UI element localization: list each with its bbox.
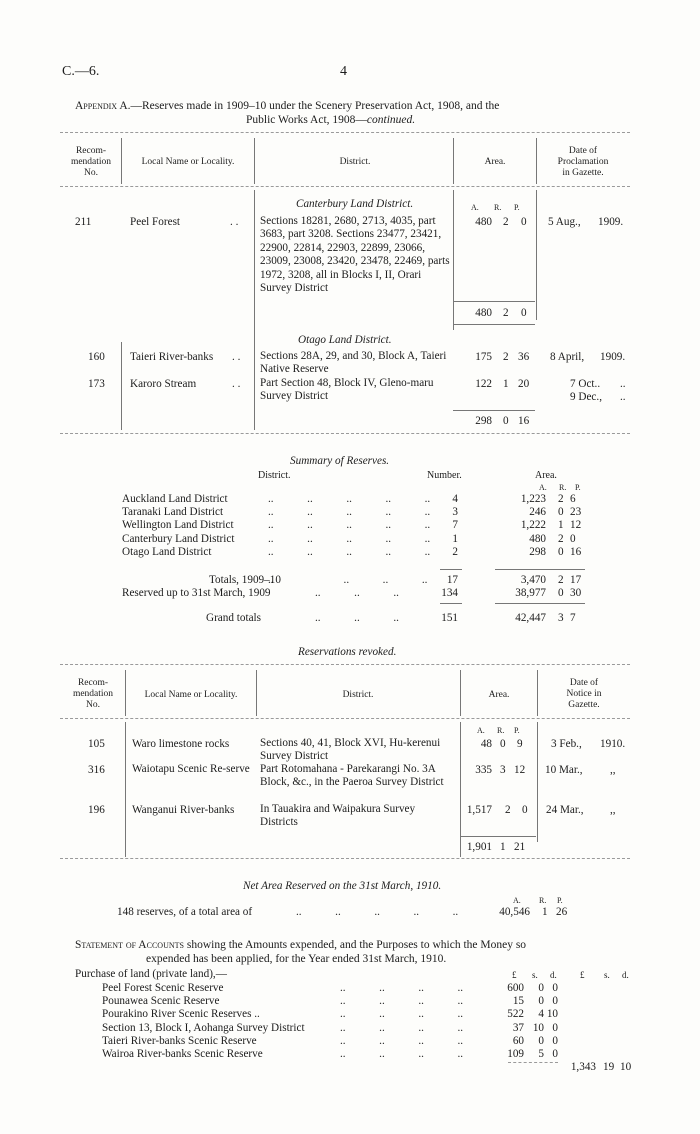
appendix-line2: Public Works Act, 1908— bbox=[246, 114, 367, 126]
summary-district: Wellington Land District bbox=[122, 519, 234, 532]
area-acres: 122 bbox=[475, 378, 492, 390]
arp-r: R. bbox=[497, 726, 505, 735]
summary-perches: 6 bbox=[570, 493, 576, 505]
proclamation-year-2: .. bbox=[620, 391, 626, 403]
area-acres: 48 bbox=[480, 738, 492, 750]
statement-title bbox=[75, 939, 526, 951]
statement-total-pence: 10 bbox=[620, 1061, 632, 1073]
amount-shillings: 10 bbox=[532, 1021, 544, 1034]
area-perches: 12 bbox=[514, 764, 526, 776]
revoked-total-roods: 1 bbox=[500, 841, 506, 853]
subtotal-rule bbox=[453, 410, 535, 411]
grand-roods: 3 bbox=[558, 612, 564, 624]
area-roods: 2 bbox=[503, 351, 509, 363]
summary-perches: 16 bbox=[570, 545, 582, 558]
summary-acres: 246 bbox=[529, 506, 546, 519]
rec-no: 105 bbox=[88, 738, 105, 750]
subtotal-rule bbox=[460, 836, 536, 837]
col-divider bbox=[537, 722, 538, 842]
leader-dots: .. .. .. .. .. bbox=[268, 493, 431, 505]
totals-perches: 17 bbox=[570, 574, 582, 586]
proclamation-year: 1909. bbox=[598, 216, 624, 228]
area-acres: 480 bbox=[475, 216, 492, 228]
summary-roods: 1 bbox=[558, 519, 564, 532]
arp-p: P. bbox=[514, 203, 520, 212]
amount-shillings: 4 bbox=[538, 1008, 544, 1021]
subtotal-rule bbox=[453, 301, 535, 302]
district-text: Part Rotomahana - Parekarangi No. 3A Block, &c., in the Paeroa Survey District bbox=[260, 763, 444, 789]
summary-acres: 298 bbox=[529, 545, 546, 558]
col-header-district: District. bbox=[339, 157, 371, 167]
leader-dots: . . bbox=[230, 216, 239, 228]
leader-dots: .. .. .. .. .. bbox=[296, 906, 459, 918]
area-perches: 0 bbox=[522, 804, 528, 816]
area-acres: 335 bbox=[475, 764, 492, 776]
area-acres: 1,517 bbox=[466, 804, 492, 816]
account-label: Section 13, Block I, Aohanga Survey District bbox=[102, 1021, 305, 1034]
statement-title-line2: expended has been applied, for the Year ended 31st March, 1910. bbox=[146, 953, 447, 965]
reserved-acres: 38,977 bbox=[515, 587, 546, 599]
col-divider bbox=[254, 190, 255, 430]
subtotal-roods: 2 bbox=[503, 307, 509, 319]
summary-district: Otago Land District bbox=[122, 545, 212, 558]
col-header-area: Area. bbox=[484, 157, 506, 167]
locality: Taieri River-banks bbox=[130, 351, 214, 363]
arp-p: P. bbox=[514, 726, 520, 735]
summary-number: 2 bbox=[452, 545, 458, 558]
subtotal-roods: 0 bbox=[503, 415, 509, 427]
amount-pounds: 37 bbox=[512, 1021, 524, 1034]
locality: Waro limestone rocks bbox=[132, 738, 230, 750]
leader-dots: .. .. .. .. bbox=[340, 1021, 464, 1034]
total-rule bbox=[495, 603, 585, 604]
rule bbox=[60, 718, 630, 719]
net-area-title: Net Area Reserved on the 31st March, 1910. bbox=[243, 880, 442, 892]
total-rule bbox=[495, 569, 585, 570]
statement-lead: Statement of Accounts bbox=[75, 939, 184, 951]
totals-label: Totals, 1909–10 bbox=[209, 574, 281, 586]
area-perches: 0 bbox=[521, 216, 527, 228]
grand-number: 151 bbox=[441, 612, 458, 624]
money-col-shillings: s. bbox=[532, 970, 538, 980]
district-text: Part Section 48, Block IV, Gleno-maru Survey District bbox=[260, 377, 434, 403]
area-perches: 20 bbox=[518, 378, 530, 390]
proclamation-date: 7 Oct.. bbox=[570, 378, 601, 390]
grand-perches: 7 bbox=[570, 612, 576, 624]
summary-district: Taranaki Land District bbox=[122, 506, 224, 519]
net-perches: 26 bbox=[556, 906, 568, 918]
proclamation-date: 8 April, bbox=[550, 351, 585, 363]
account-label: Wairoa River-banks Scenic Reserve bbox=[102, 1048, 263, 1060]
amount-pence: 10 bbox=[546, 1008, 558, 1021]
subtotal-perches: 0 bbox=[521, 307, 527, 319]
summary-roods: 2 bbox=[558, 493, 564, 505]
summary-acres: 1,223 bbox=[520, 493, 546, 505]
appendix-title bbox=[75, 100, 499, 112]
amount-pence: 0 bbox=[552, 982, 558, 994]
rule bbox=[60, 664, 630, 665]
area-roods: 0 bbox=[500, 738, 506, 750]
notice-date: 24 Mar., bbox=[546, 804, 584, 816]
amount-pence: 0 bbox=[552, 1034, 558, 1047]
rule bbox=[60, 132, 630, 133]
summary-number: 3 bbox=[452, 506, 458, 519]
arp-r: R. bbox=[559, 483, 567, 492]
summary-perches: 23 bbox=[570, 506, 582, 519]
amount-pounds: 15 bbox=[512, 995, 524, 1008]
amount-shillings: 0 bbox=[538, 995, 544, 1008]
notice-year: 1910. bbox=[600, 738, 626, 750]
summary-roods: 0 bbox=[558, 545, 564, 558]
summary-number: 4 bbox=[452, 493, 458, 505]
col-divider bbox=[121, 342, 122, 430]
arp-a: A. bbox=[471, 203, 479, 212]
rule bbox=[60, 858, 630, 859]
proclamation-date-2: 9 Dec., bbox=[570, 391, 602, 403]
statement-rest: showing the Amounts expended, and the Purposes to which the Money so bbox=[186, 939, 527, 951]
col-divider bbox=[125, 670, 126, 716]
col-divider bbox=[121, 138, 122, 184]
rec-no: 196 bbox=[88, 804, 105, 816]
leader-dots: . . bbox=[232, 351, 241, 363]
totals-number: 17 bbox=[446, 574, 458, 586]
col-divider bbox=[536, 190, 537, 320]
rec-no: 160 bbox=[88, 351, 105, 363]
locality: Waiotapu Scenic Re-serve bbox=[132, 763, 250, 775]
summary-district: Auckland Land District bbox=[122, 493, 228, 505]
summary-col-area: Area. bbox=[535, 470, 557, 481]
area-roods: 1 bbox=[503, 378, 509, 390]
rule bbox=[60, 186, 630, 187]
totals-roods: 2 bbox=[558, 574, 564, 586]
district-text: Sections 18281, 2680, 2713, 4035, part 3683, part 3208. Sections 23477, 23421, 22900, 22814, 22903, 22899, 23066, 23009, 23008, 23420, 23478, 22469, parts 1972, 3208, all in Blocks I, II, Orari Survey District bbox=[260, 215, 450, 295]
appendix-rest: —Reserves made in 1909–10 under the Scenery Preservation Act, 1908, and the bbox=[130, 100, 500, 112]
proclamation-date: 5 Aug., bbox=[548, 216, 581, 228]
area-roods: 2 bbox=[505, 804, 511, 816]
arp-r: R. bbox=[539, 896, 547, 905]
reserved-number: 134 bbox=[441, 587, 458, 599]
col-divider bbox=[256, 670, 257, 716]
area-perches: 9 bbox=[517, 738, 523, 750]
col-divider bbox=[453, 138, 454, 184]
arp-a: A. bbox=[539, 483, 547, 492]
money-col-pence-2: d. bbox=[622, 970, 629, 980]
money-col-shillings-2: s. bbox=[604, 970, 610, 980]
notice-year: ,, bbox=[610, 804, 616, 816]
statement-total-pounds: 1,343 bbox=[570, 1061, 596, 1073]
amount-pounds: 522 bbox=[507, 1008, 524, 1021]
col-divider bbox=[125, 722, 126, 857]
account-label: Pounawea Scenic Reserve bbox=[102, 995, 220, 1008]
arp-r: R. bbox=[494, 203, 502, 212]
locality: Wanganui River-banks bbox=[132, 804, 235, 816]
reserved-roods: 0 bbox=[558, 587, 564, 599]
account-label: Taieri River-banks Scenic Reserve bbox=[102, 1034, 257, 1047]
rec-no: 173 bbox=[88, 378, 105, 390]
amount-pence: 0 bbox=[552, 1021, 558, 1034]
money-col-pounds-2: £ bbox=[580, 970, 585, 980]
locality: Karoro Stream bbox=[130, 378, 197, 390]
arp-p: P. bbox=[575, 483, 581, 492]
section-title-otago: Otago Land District. bbox=[298, 334, 392, 346]
revoked-title: Reservations revoked. bbox=[298, 646, 397, 658]
net-roods: 1 bbox=[542, 906, 548, 918]
leader-dots: .. .. .. .. bbox=[340, 995, 464, 1008]
leader-dots: .. .. .. bbox=[315, 612, 399, 624]
account-label: Pourakino River Scenic Reserves .. bbox=[102, 1008, 260, 1021]
summary-roods: 0 bbox=[558, 506, 564, 519]
appendix-title-line2 bbox=[246, 114, 415, 126]
net-area-text: 148 reserves, of a total area of bbox=[117, 906, 253, 918]
area-roods: 2 bbox=[503, 216, 509, 228]
revoked-total-perches: 21 bbox=[514, 841, 526, 853]
summary-col-number: Number. bbox=[427, 470, 462, 481]
leader-dots: .. .. .. .. bbox=[340, 1048, 464, 1060]
area-roods: 3 bbox=[500, 764, 506, 776]
summary-perches: 12 bbox=[570, 519, 582, 532]
arp-p: P. bbox=[557, 896, 563, 905]
rec-no: 211 bbox=[75, 216, 92, 228]
arp-a: A. bbox=[513, 896, 521, 905]
leader-dots: .. .. .. bbox=[315, 587, 399, 599]
reserved-perches: 30 bbox=[570, 587, 582, 599]
amount-pence: 0 bbox=[552, 995, 558, 1008]
money-col-pounds: £ bbox=[512, 970, 517, 980]
leader-dots: .. .. .. .. .. bbox=[268, 506, 431, 519]
district-text: Sections 40, 41, Block XVI, Hu-kerenui Survey District bbox=[260, 737, 441, 763]
col-header-date: Date of Notice in Gazette. bbox=[566, 678, 602, 710]
area-perches: 36 bbox=[518, 351, 530, 363]
total-rule bbox=[440, 603, 462, 604]
locality: Peel Forest bbox=[130, 216, 181, 228]
appendix-continued: continued. bbox=[366, 114, 416, 126]
summary-title: Summary of Reserves. bbox=[290, 455, 390, 467]
leader-dots: .. .. .. .. .. bbox=[268, 545, 431, 558]
summary-number: 7 bbox=[452, 519, 458, 532]
grand-acres: 42,447 bbox=[515, 612, 546, 624]
rule bbox=[60, 433, 630, 434]
col-divider bbox=[460, 670, 461, 716]
col-header-rec: Recom- mendation No. bbox=[72, 678, 114, 710]
subtotal-rule bbox=[453, 324, 535, 325]
col-divider bbox=[254, 138, 255, 184]
page-number: 4 bbox=[340, 64, 347, 79]
leader-dots: .. .. .. .. bbox=[268, 574, 428, 586]
appendix-lead: Appendix A. bbox=[75, 100, 131, 112]
subtotal-acres: 298 bbox=[475, 415, 492, 427]
area-acres: 175 bbox=[475, 351, 492, 363]
money-col-pence: d. bbox=[550, 970, 557, 980]
account-label: Peel Forest Scenic Reserve bbox=[102, 982, 224, 994]
notice-date: 10 Mar., bbox=[545, 764, 583, 776]
leader-dots: . . bbox=[232, 378, 241, 390]
col-divider bbox=[536, 138, 537, 184]
leader-dots: .. .. .. .. bbox=[340, 1034, 464, 1047]
amount-pounds: 109 bbox=[507, 1048, 524, 1060]
amount-shillings: 0 bbox=[538, 982, 544, 994]
page-reference: C.—6. bbox=[62, 64, 100, 79]
leader-dots: .. .. .. .. bbox=[340, 982, 464, 994]
summary-roods: 2 bbox=[558, 532, 564, 545]
district-text: Sections 28A, 29, and 30, Block A, Taieri Native Reserve bbox=[260, 350, 447, 376]
leader-dots: .. .. .. .. .. bbox=[268, 519, 431, 532]
col-header-name: Local Name or Locality. bbox=[141, 157, 235, 167]
col-divider bbox=[537, 670, 538, 716]
summary-district: Canterbury Land District bbox=[122, 532, 235, 545]
summary-col-district: District. bbox=[258, 470, 291, 481]
summary-perches: 0 bbox=[570, 532, 576, 545]
summary-acres: 1,222 bbox=[520, 519, 546, 532]
amount-pounds: 600 bbox=[507, 982, 524, 994]
leader-dots: .. .. .. .. .. bbox=[268, 532, 431, 545]
subtotal-perches: 16 bbox=[518, 415, 530, 427]
summary-number: 1 bbox=[452, 532, 458, 545]
statement-total-shillings: 19 bbox=[603, 1061, 615, 1073]
net-acres: 40,546 bbox=[499, 906, 530, 918]
district-text: In Tauakira and Waipakura Survey Districts bbox=[260, 803, 416, 829]
leader-dots: .. .. .. .. bbox=[340, 1008, 464, 1021]
col-divider bbox=[453, 190, 454, 330]
notice-year: ,, bbox=[610, 764, 616, 776]
rec-no: 316 bbox=[88, 764, 105, 776]
grand-label: Grand totals bbox=[206, 612, 261, 624]
arp-a: A. bbox=[477, 726, 485, 735]
subtotal-acres: 480 bbox=[475, 307, 492, 319]
reserved-label: Reserved up to 31st March, 1909 bbox=[122, 587, 271, 599]
col-header-date: Date of Proclamation in Gazette. bbox=[557, 146, 609, 178]
amount-pounds: 60 bbox=[512, 1034, 524, 1047]
notice-date: 3 Feb., bbox=[551, 738, 582, 750]
col-header-name: Local Name or Locality. bbox=[144, 690, 238, 700]
proclamation-year: 1909. bbox=[600, 351, 626, 363]
totals-acres: 3,470 bbox=[520, 574, 546, 586]
total-rule bbox=[508, 1062, 558, 1063]
col-header-district: District. bbox=[342, 690, 374, 700]
section-title-canterbury: Canterbury Land District. bbox=[296, 198, 414, 210]
summary-acres: 480 bbox=[529, 532, 546, 545]
proclamation-year: .. bbox=[620, 378, 626, 390]
amount-shillings: 0 bbox=[538, 1034, 544, 1047]
amount-pence: 0 bbox=[552, 1048, 558, 1060]
statement-category: Purchase of land (private land),— bbox=[75, 968, 227, 980]
revoked-total-acres: 1,901 bbox=[466, 841, 492, 853]
total-rule bbox=[440, 569, 462, 570]
amount-shillings: 5 bbox=[538, 1048, 544, 1060]
col-header-rec: Recom- mendation No. bbox=[70, 146, 112, 178]
col-header-area: Area. bbox=[488, 690, 510, 700]
